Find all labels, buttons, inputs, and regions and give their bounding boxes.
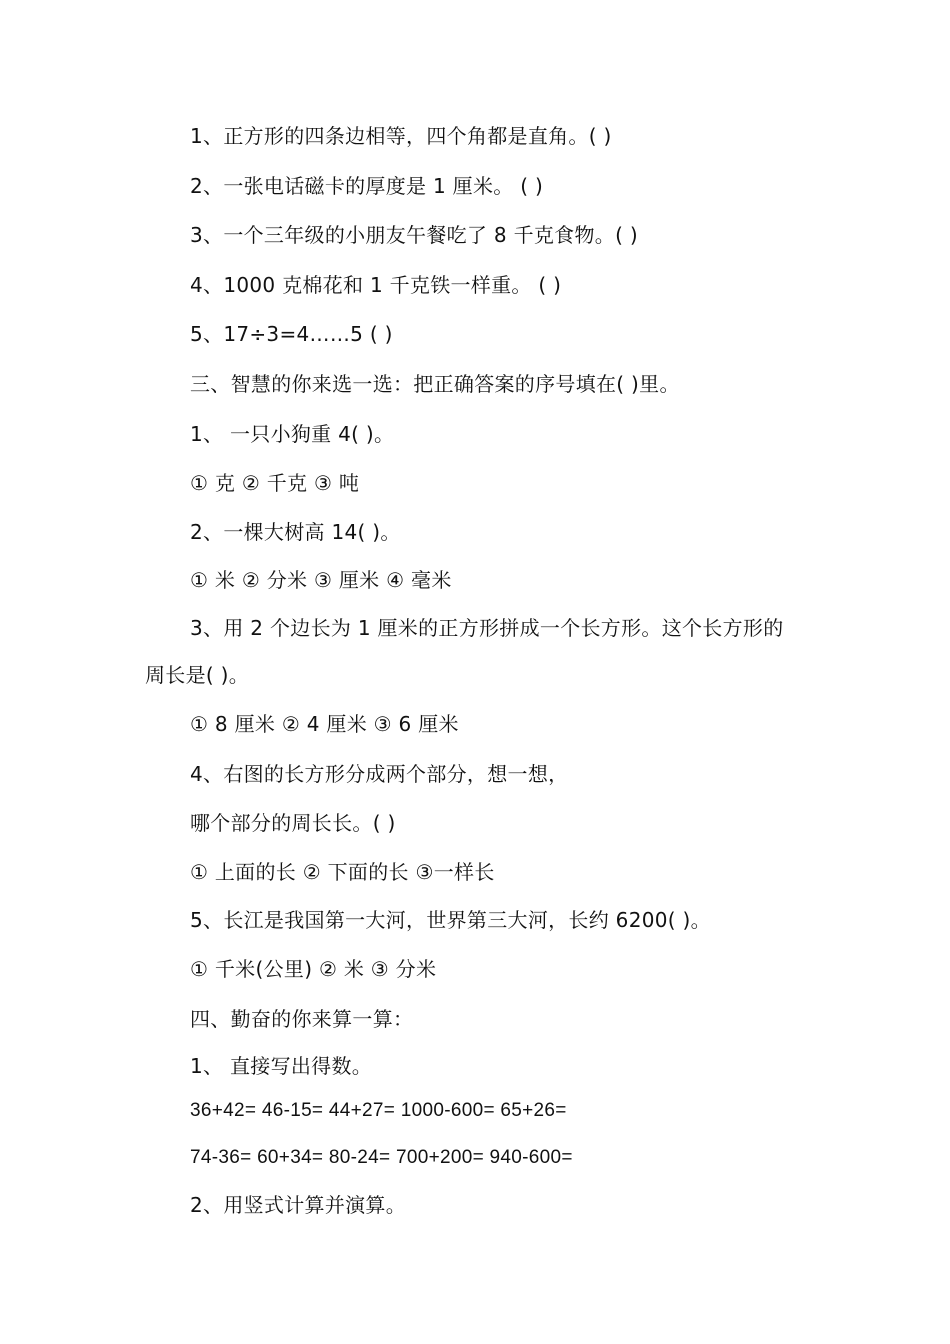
choice-question-4-continued: 哪个部分的周长长。( ) [190,811,396,835]
choice-options-3: ① 8 厘米 ② 4 厘米 ③ 6 厘米 [190,712,459,736]
choice-options-1: ① 克 ② 千克 ③ 吨 [190,471,360,495]
choice-question-3: 3、用 2 个边长为 1 厘米的正方形拼成一个长方形。这个长方形的 [190,616,784,640]
choice-options-5: ① 千米(公里) ② 米 ③ 分米 [190,957,437,981]
calc-subheading-1: 1、 直接写出得数。 [190,1054,373,1078]
calc-row-1: 36+42= 46-15= 44+27= 1000-600= 65+26= [190,1100,567,1121]
calc-row-2: 74-36= 60+34= 80-24= 700+200= 940-600= [190,1147,573,1168]
section-heading-choose: 三、智慧的你来选一选：把正确答案的序号填在( )里。 [190,372,680,396]
judgment-item-3: 3、一个三年级的小朋友午餐吃了 8 千克食物。( ) [190,223,638,247]
choice-options-2: ① 米 ② 分米 ③ 厘米 ④ 毫米 [190,568,452,592]
judgment-item-5: 5、17÷3=4……5 ( ) [190,322,393,346]
calc-subheading-2: 2、用竖式计算并演算。 [190,1193,407,1217]
choice-options-4: ① 上面的长 ② 下面的长 ③一样长 [190,860,495,884]
judgment-item-1: 1、正方形的四条边相等，四个角都是直角。( ) [190,124,612,148]
judgment-item-2: 2、一张电话磁卡的厚度是 1 厘米。 ( ) [190,174,544,198]
choice-question-1: 1、 一只小狗重 4( )。 [190,422,395,446]
choice-question-5: 5、长江是我国第一大河，世界第三大河，长约 6200( )。 [190,908,711,932]
choice-question-3-continued: 周长是( )。 [145,663,250,687]
section-heading-calculate: 四、勤奋的你来算一算： [190,1007,414,1031]
choice-question-2: 2、一棵大树高 14( )。 [190,520,401,544]
choice-question-4: 4、右图的长方形分成两个部分，想一想， [190,762,569,786]
judgment-item-4: 4、1000 克棉花和 1 千克铁一样重。 ( ) [190,273,562,297]
